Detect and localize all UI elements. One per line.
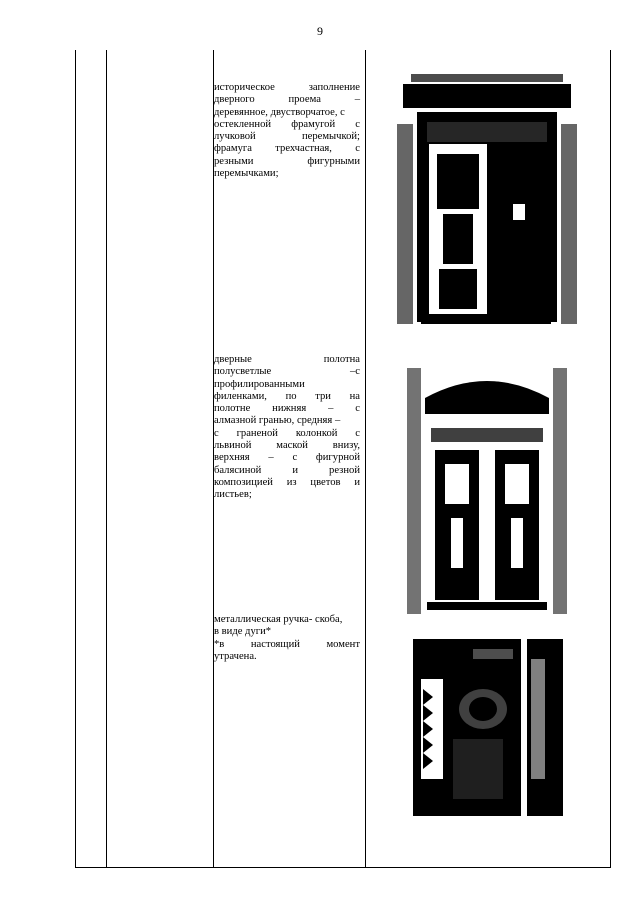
description-line: алмазной гранью, средняя – xyxy=(214,415,341,427)
description-line: композицией из цветов и xyxy=(214,476,360,488)
description-table xyxy=(75,50,611,868)
description-line: филенками, по три на xyxy=(214,390,360,402)
table-border-right xyxy=(610,50,611,868)
description-line: резными фигурными xyxy=(214,155,360,167)
description-line: металлическая ручка- скоба, xyxy=(214,614,343,625)
description-line: *в настоящий момент xyxy=(214,638,360,650)
description-line: полотне нижняя – с xyxy=(214,403,360,415)
description-line: остекленной фрамугой с xyxy=(214,118,360,130)
row-2-description xyxy=(214,354,360,502)
description-line: дверные полотна xyxy=(214,354,360,365)
description-line: лучковой перемычкой; xyxy=(214,131,360,143)
photo-door-panels xyxy=(407,368,567,614)
page-number: 9 xyxy=(317,24,323,38)
description-line: листьев; xyxy=(214,489,252,501)
description-line: в виде дуги* xyxy=(214,626,272,638)
description-line: верхняя – с фигурной xyxy=(214,452,360,464)
description-line: львиной маской внизу, xyxy=(214,440,360,452)
description-line: историческое заполнение xyxy=(214,82,360,93)
description-line: полусветлые –с xyxy=(214,366,360,378)
description-line: фрамуга трехчастная, с xyxy=(214,143,360,155)
row-3-description xyxy=(214,614,360,663)
column-divider-1 xyxy=(106,50,107,868)
description-line: деревянное, двустворчатое, с xyxy=(214,106,345,118)
table-border-bottom xyxy=(75,867,611,868)
description-line: утрачена. xyxy=(214,650,257,662)
row-1-description xyxy=(214,82,360,180)
column-divider-3 xyxy=(365,50,366,868)
description-line: перемычками; xyxy=(214,168,279,180)
description-line: профилированными xyxy=(214,378,305,390)
description-line: дверного проема – xyxy=(214,94,360,106)
description-line: балясиной и резной xyxy=(214,464,360,476)
photo-door-fill xyxy=(397,64,577,332)
table-border-left xyxy=(75,50,76,868)
description-line: с граненой колонкой с xyxy=(214,427,360,439)
photo-door-handle xyxy=(413,639,563,816)
